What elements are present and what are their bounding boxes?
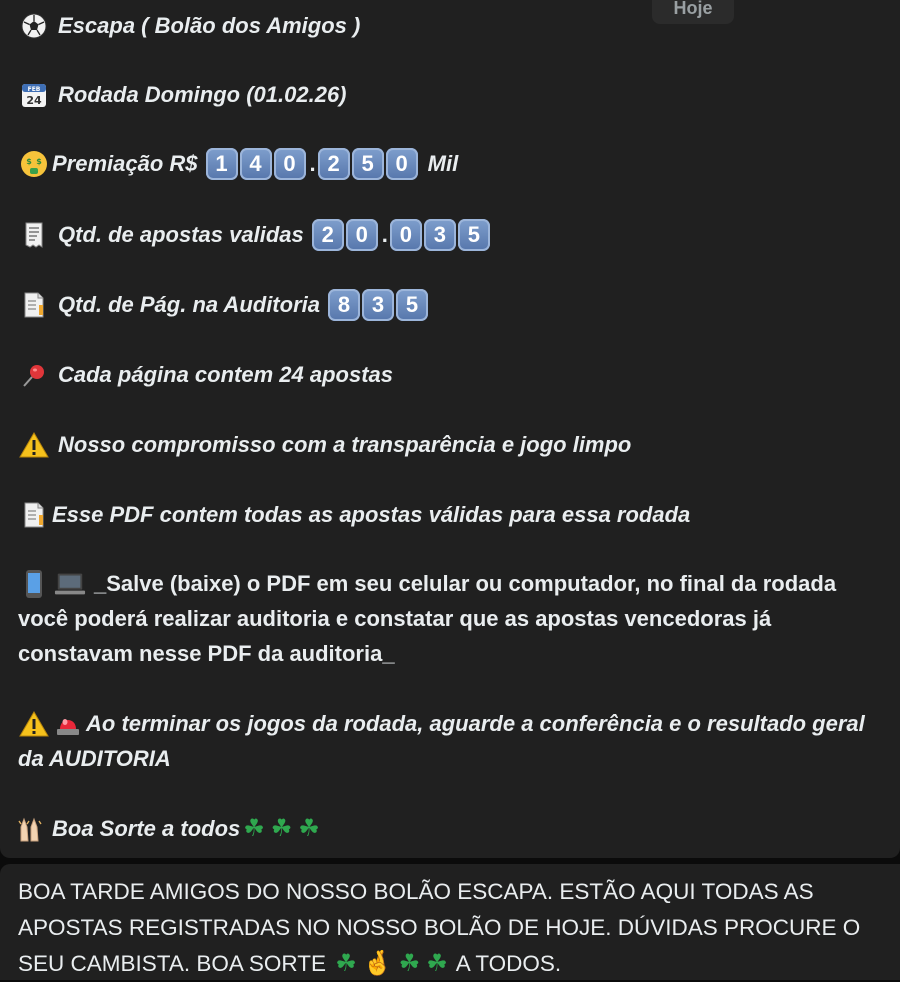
keycap-digit: 0 [390, 219, 422, 251]
message-title: Escapa ( Bolão dos Amigos ) [58, 13, 361, 38]
cada-pagina-text: Cada página contem 24 apostas [58, 362, 393, 387]
pdf-info-text: Esse PDF contem todas as apostas válidas para essa rodada [52, 502, 691, 527]
cada-pagina-line [18, 359, 393, 391]
keycap-digit: 3 [362, 289, 394, 321]
greeting-text: BOA TARDE AMIGOS DO NOSSO BOLÃO ESCAPA. ESTÃO AQUI TODAS AS APOSTAS REGISTRADAS NO NOSSO BOLÃO DE HOJE. DÚVIDAS PROCURE O SEU CAMBISTA. BOA SORTE [18, 879, 861, 976]
terminar-text: Ao terminar os jogos da rodada, aguarde a conferência e o resultado geral da AUDITORIA [18, 711, 865, 771]
page-icon [18, 499, 50, 531]
crossed-fingers-icon: 🤞 [362, 950, 393, 977]
salve-text: _Salve (baixe) o PDF em seu celular ou computador, no final da rodada você poderá realizar auditoria e constatar que as apostas vencedoras já constavam nesse PDF da auditoria_ [18, 571, 837, 666]
terminar-paragraph [18, 706, 888, 776]
laptop-icon [54, 568, 86, 600]
thousands-separator: . [309, 151, 316, 176]
four-leaf-clover-icon: ☘ [243, 815, 265, 842]
keycap-digit: 5 [458, 219, 490, 251]
keycap-digit: 0 [386, 148, 418, 180]
apostas-line [18, 219, 492, 251]
pdf-info-line [18, 499, 690, 531]
paginas-line [18, 289, 430, 321]
warning-icon [18, 708, 50, 740]
thousands-separator: . [381, 222, 388, 247]
svg-text:$: $ [36, 157, 42, 166]
keycap-digit: 1 [206, 148, 238, 180]
rodada-line [18, 79, 347, 111]
salve-icons [18, 568, 86, 600]
paginas-label: Qtd. de Pág. na Auditoria [58, 292, 320, 317]
money-mouth-face-icon [18, 148, 50, 180]
paginas-amount [328, 289, 430, 321]
keycap-digit: 5 [352, 148, 384, 180]
salve-paragraph [18, 566, 888, 671]
keycap-digit: 5 [396, 289, 428, 321]
compromisso-line [18, 429, 631, 461]
warning-icon [18, 429, 50, 461]
keycap-digit: 2 [318, 148, 350, 180]
four-leaf-clover-icon: ☘ [298, 815, 320, 842]
keycap-digit: 3 [424, 219, 456, 251]
pushpin-icon [18, 359, 50, 391]
boa-sorte-line [18, 813, 323, 845]
mobile-phone-icon [18, 568, 50, 600]
keycap-digit: 8 [328, 289, 360, 321]
keycap-digit: 0 [346, 219, 378, 251]
keycap-digit: 0 [274, 148, 306, 180]
boa-sorte-text: Boa Sorte a todos [52, 816, 241, 841]
svg-text:$: $ [26, 157, 32, 166]
police-light-icon [52, 708, 84, 740]
receipt-icon [18, 219, 50, 251]
rodada-text: Rodada Domingo (01.02.26) [58, 82, 347, 107]
four-leaf-clover-icon: ☘ [335, 950, 357, 977]
svg-text:24: 24 [26, 94, 42, 107]
greeting-text-block [18, 874, 888, 982]
premiacao-line [18, 148, 458, 180]
premiacao-amount [206, 148, 420, 180]
calendar-icon [18, 79, 50, 111]
four-leaf-clover-icon: ☘ [270, 815, 293, 842]
raising-hands-icon [18, 813, 50, 845]
greeting-text-end: A TODOS. [455, 951, 562, 976]
page-icon [18, 289, 50, 321]
title-line [18, 10, 360, 42]
keycap-digit: 4 [240, 148, 272, 180]
date-chip: Hoje [652, 0, 734, 24]
apostas-amount [312, 219, 492, 251]
apostas-label: Qtd. de apostas validas [58, 222, 304, 247]
keycap-digit: 2 [312, 219, 344, 251]
four-leaf-clover-icon: ☘ [398, 950, 421, 977]
premiacao-suffix: Mil [427, 151, 459, 176]
compromisso-text: Nosso compromisso com a transparência e jogo limpo [58, 432, 632, 457]
svg-text:FEB: FEB [27, 86, 41, 93]
four-leaf-clover-icon: ☘ [426, 950, 448, 977]
premiacao-label: Premiação R$ [52, 151, 198, 176]
terminar-icons [18, 708, 84, 740]
soccer-ball-icon [18, 10, 50, 42]
